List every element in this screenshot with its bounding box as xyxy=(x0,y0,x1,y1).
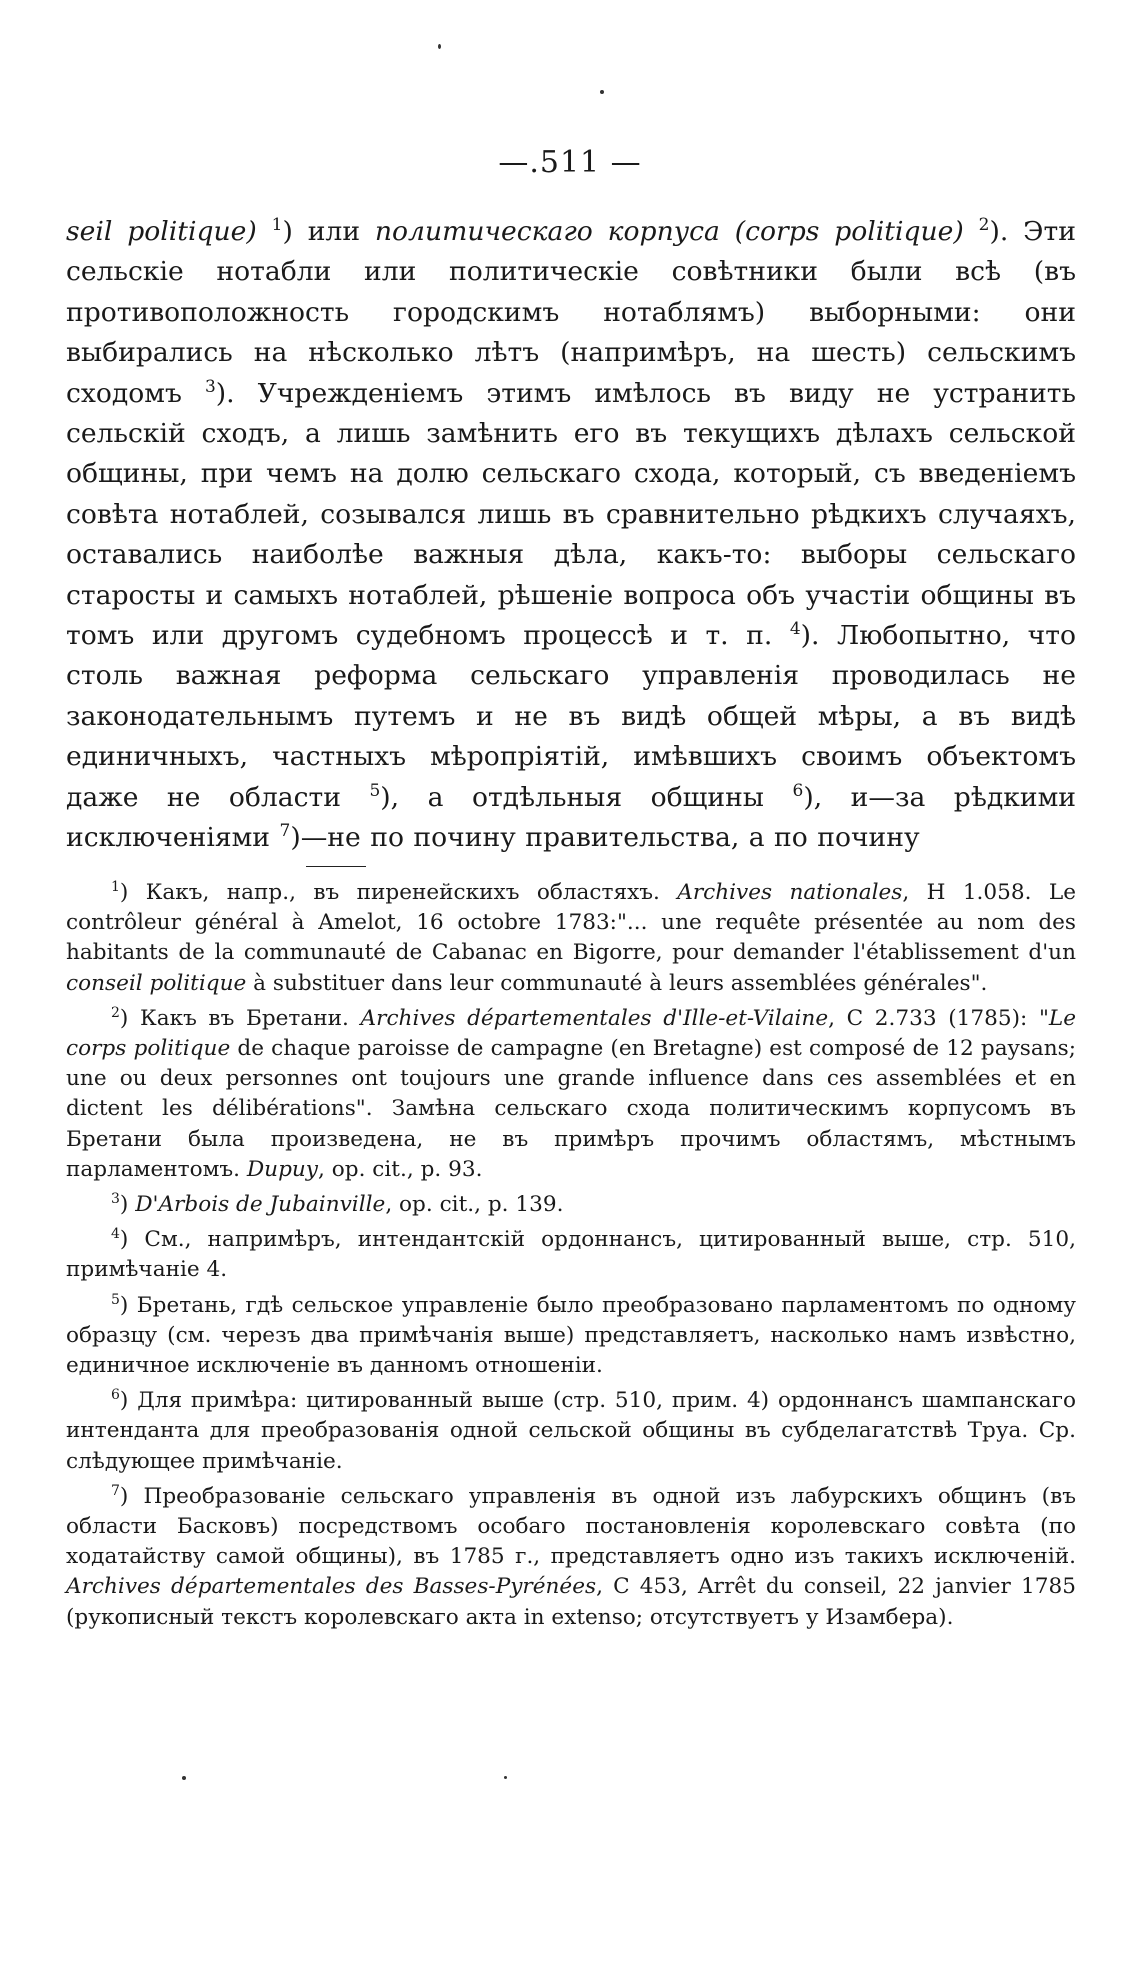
footnote-ref: 2 xyxy=(978,215,990,236)
footnote-text: , C 453, Arrêt du conseil, 22 janvier 1785 (рукописный текстъ королевскаго акта in extenso; отсутствуетъ у Изамбера). xyxy=(66,1574,1076,1630)
footnote xyxy=(66,1386,1076,1477)
footnote xyxy=(66,1225,1076,1285)
footnote-italic: D'Arbois de Jubainville xyxy=(135,1192,386,1218)
specks xyxy=(438,44,441,49)
footnote-text: , op. cit., p. 93. xyxy=(318,1156,483,1182)
footnote-ref: 6 xyxy=(792,780,804,801)
footnote-text: ) Преобразованіе сельскаго управленія въ одной изъ лабурскихъ общинъ (въ области Басковъ) посредствомъ особаго постановленія королевскаго совѣта (по ходатайству самой общины), въ 1785 г., представляетъ одно изъ такихъ исключеній. xyxy=(66,1483,1076,1570)
footnote-ref: 7 xyxy=(279,821,291,842)
footnote xyxy=(66,1291,1076,1382)
footnote-text: , C 2.733 (1785): " xyxy=(828,1005,1049,1031)
body-paragraph: seil politique) $^1$) или политическаго корпуса (corps politique) $^2$). Эти сельскіе нотабли или политическіе совѣтники были всѣ (въ противоположность городскимъ нотаблямъ) выборными: они выбирались на нѣсколько лѣтъ (напримѣръ, на шесть) сельскимъ сходомъ $^3$). Учрежденіемъ этимъ имѣлось въ виду не устранить сельскій сходъ, а лишь замѣнить его въ текущихъ дѣлахъ сельской общины, при чемъ на долю сельскаго схода, который, съ введеніемъ совѣта нотаблей, созывался лишь въ сравнительно рѣдкихъ случаяхъ, оставались наиболѣе важныя дѣла, какъ-то: выборы сельскаго старосты и самыхъ нотаблей, рѣшеніе вопроса объ участіи общины въ томъ или другомъ судебномъ процессѣ и т. п. $^4$). Любопытно, что столь важная реформа сельскаго управленія проводилась не законодательнымъ путемъ и не въ видѣ общей мѣры, а въ видѣ единичныхъ, частныхъ мѣропріятій, имѣвшихъ своимъ объектомъ даже не области $^5$), а отдѣльныя общины $^6$), и—за рѣдкими исключеніями $^7$)—не по почину правительства, а по почину xyxy=(66,215,1076,854)
footnote xyxy=(66,1190,1076,1220)
footnote-text: ) Для примѣра: цитированный выше (стр. 510, прим. 4) ордоннансъ шампанскаго интенданта для преобразованія одной сельской общины въ субделагатствѣ Труа. Ср. слѣдующее примѣчаніе. xyxy=(66,1388,1076,1474)
footnote-ref: 1 xyxy=(271,215,283,236)
footnote-number: 7 xyxy=(111,1482,120,1499)
footnote-italic: Archives départementales d'Ille-et-Vilaine xyxy=(360,1005,829,1031)
footnote-text: , op. cit., p. 139. xyxy=(385,1192,564,1218)
footnote-text: ) Бретань, гдѣ сельское управленіе было преобразовано парламентомъ по одному образцу (см. черезъ два примѣчанія выше) представляетъ, насколько намъ извѣстно, единичное исключеніе въ данномъ отношеніи. xyxy=(66,1292,1076,1379)
footnotes xyxy=(66,878,1076,1638)
specks xyxy=(182,1776,186,1780)
footnote-italic: Archives départementales des Basses-Pyrénées xyxy=(66,1574,597,1600)
footnote-italic: Archives nationales xyxy=(677,880,903,905)
footnote-number: 3 xyxy=(111,1190,120,1207)
body-text: ), а отдѣльныя общины xyxy=(380,781,764,813)
footnote-number: 2 xyxy=(111,1004,120,1021)
body-text: ), и—за рѣдкими исключеніями xyxy=(66,781,1076,854)
footnote-number: 5 xyxy=(111,1291,120,1308)
footnote-text: , H 1.058. Le contrôleur général à Amelot, 16 octobre 1783:"... une requête présentée au nom des habitants de la communauté de Cabanac en Bigorre, pour demander l'établissement d'un xyxy=(66,880,1076,966)
footnote-text: ) Какъ въ Бретани. xyxy=(119,1005,361,1031)
footnote xyxy=(66,1004,1076,1185)
body-italic-text: seil politique) xyxy=(66,216,257,247)
footnote-ref: 3 xyxy=(204,376,216,397)
footnote-number: 4 xyxy=(111,1226,120,1243)
footnote xyxy=(66,1482,1076,1633)
footnote-text: ) xyxy=(119,1192,136,1218)
footnote xyxy=(66,878,1076,999)
footnote-text: de chaque paroisse de campagne (en Bretagne) est composé de 12 paysans; une ou deux personnes ont toujours une grande influence dans ces assemblées et en dictent les délibérations". Замѣна сельскаго схода политическимъ корпусомъ въ Бретани была произведена, не въ примѣръ прочимъ областямъ, мѣстнымъ парламентомъ. xyxy=(66,1036,1076,1182)
specks xyxy=(600,90,604,94)
body-text: ). Любопытно, что столь важная реформа сельскаго управленія проводилась не законодательнымъ путемъ и не въ видѣ общей мѣры, а въ видѣ единичныхъ, частныхъ мѣропріятій, имѣвшихъ своимъ объектомъ даже не области xyxy=(66,620,1076,813)
body-text: ). Учрежденіемъ этимъ имѣлось въ виду не устранить сельскій сходъ, а лишь замѣнить его въ текущихъ дѣлахъ сельской общины, при чемъ на долю сельскаго схода, который, съ введеніемъ совѣта нотаблей, созывался лишь въ сравнительно рѣдкихъ случаяхъ, оставались наиболѣе важныя дѣла, какъ-то: выборы сельскаго старосты и самыхъ нотаблей, рѣшеніе вопроса объ участіи общины въ томъ или другомъ судебномъ процессѣ и т. п. xyxy=(66,377,1076,652)
body-text: )—не по почину правительства, а по почину xyxy=(290,822,920,854)
body-text: . Эти сельскіе нотабли или политическіе совѣтники были всѣ (въ противоположность городскимъ нотаблямъ) выборными: они выбирались на нѣсколько лѣтъ (напримѣръ, на шесть) сельскимъ сходомъ xyxy=(66,216,1076,409)
footnote-text: ) Какъ, напр., въ пиренейскихъ областяхъ. xyxy=(119,880,678,905)
body-text: или xyxy=(292,216,375,247)
footnote-italic: Dupuy xyxy=(246,1156,319,1182)
footnote-ref: 4 xyxy=(789,619,801,640)
footnote-text: à substituer dans leur communauté à leurs assemblées générales". xyxy=(246,970,988,996)
body-italic-text: политическаго корпуса (corps politique) xyxy=(374,216,964,247)
footnote-italic: conseil politique xyxy=(66,970,247,996)
footnote-number: 1 xyxy=(111,878,120,895)
footnote-ref: 5 xyxy=(369,780,381,801)
specks xyxy=(504,1776,507,1779)
page-number: —.511 — xyxy=(498,145,642,180)
footnote-italic: Le corps politique xyxy=(66,1005,1077,1062)
footnote-text: ) См., напримѣръ, интендантскій ордоннансъ, цитированный выше, стр. 510, примѣчаніе 4. xyxy=(66,1227,1076,1283)
footnote-divider xyxy=(306,866,366,867)
footnote-number: 6 xyxy=(111,1387,120,1404)
